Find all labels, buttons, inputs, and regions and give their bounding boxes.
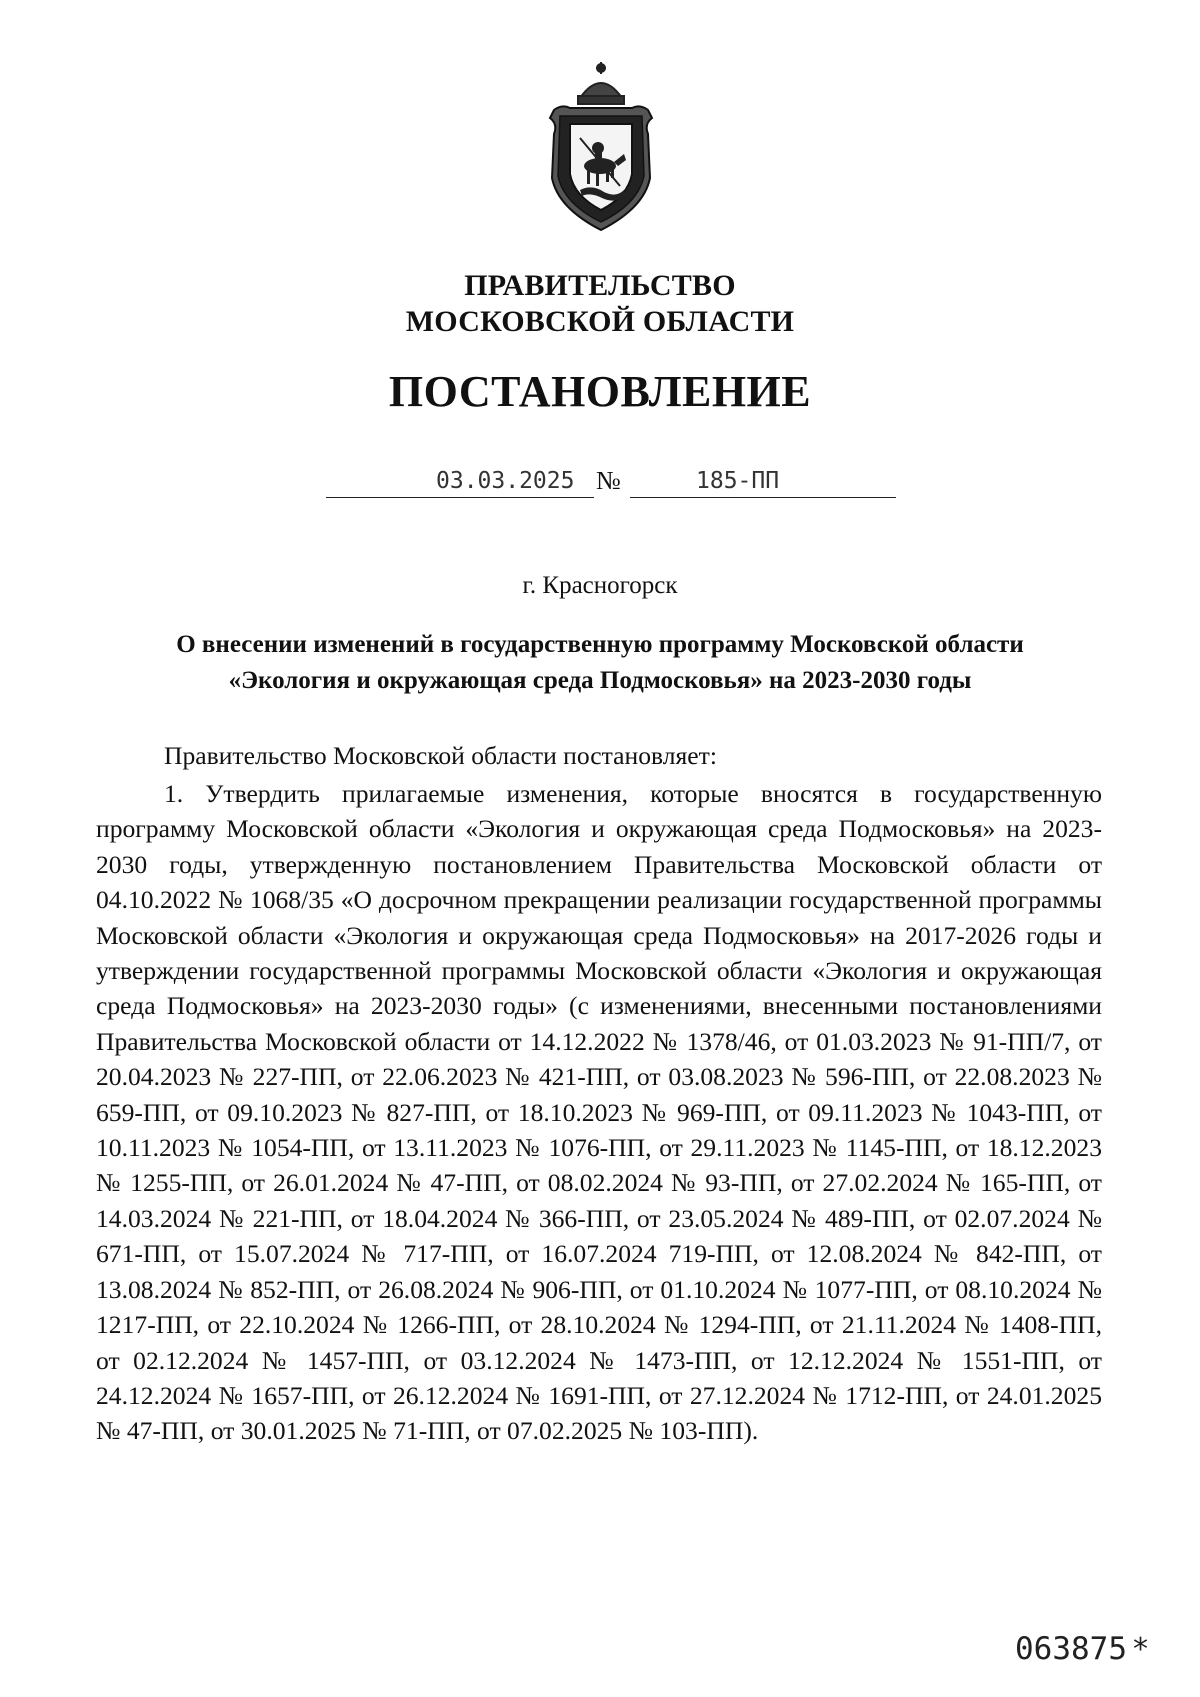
serial-number: 063875 (1015, 1631, 1127, 1667)
place-of-issue: г. Красногорск (522, 572, 678, 599)
document-number: 185-ПП (696, 468, 780, 494)
coat-of-arms-icon (540, 58, 662, 234)
document-date: 03.03.2025 (436, 468, 575, 494)
registration-line (326, 466, 896, 506)
issuing-authority-line-2: МОСКОВСКОЙ ОБЛАСТИ (405, 305, 795, 338)
number-underline (630, 497, 896, 498)
date-underline (326, 497, 594, 498)
form-serial-number (1015, 1631, 1148, 1667)
document-subject (90, 627, 1110, 699)
number-sign: № (596, 466, 621, 495)
resolution-intro: Правительство Московской области постановляет: (164, 741, 717, 770)
serial-mark: * (1133, 1632, 1148, 1667)
document-type: ПОСТАНОВЛЕНИЕ (388, 367, 812, 416)
issuing-authority-line-1: ПРАВИТЕЛЬСТВО (464, 269, 736, 302)
subject-line-1: О внесении изменений в государственную программу Московской области (176, 631, 1024, 658)
subject-line-2: «Экология и окружающая среда Подмосковья» на 2023-2030 годы (228, 667, 972, 694)
resolution-item-1: 1. Утвердить прилагаемые изменения, которые вносятся в государственную программу Московской области «Экология и окружающая среда Подмосковья» на 2023-2030 годы, утвержденную постановлением Правительства Московской области от 04.10.2022 № 1068/35 «О досрочном прекращении реализации государственной программы Московской области «Экология и окружающая среда Подмосковья» на 2017-2026 годы и утверждении государственной программы Московской области «Экология и окружающая среда Подмосковья» на 2023-2030 годы» (с изменениями, внесенными постановлениями Правительства Московской области от 14.12.2022 № 1378/46, от 01.03.2023 № 91-ПП/7, от 20.04.2023 № 227-ПП, от 22.06.2023 № 421-ПП, от 03.08.2023 № 596-ПП, от 22.08.2023 № 659-ПП, от 09.10.2023 № 827-ПП, от 18.10.2023 № 969-ПП, от 09.11.2023 № 1043-ПП, от 10.11.2023 № 1054-ПП, от 13.11.2023 № 1076-ПП, от 29.11.2023 № 1145-ПП, от 18.12.2023 № 1255-ПП, от 26.01.2024 № 47-ПП, от 08.02.2024 № 93-ПП, от 27.02.2024 № 165-ПП, от 14.03.2024 № 221-ПП, от 18.04.2024 № 366-ПП, от 23.05.2024 № 489-ПП, от 02.07.2024 № 671-ПП, от 15.07.2024 № 717-ПП, от 16.07.2024 719-ПП, от 12.08.2024 № 842-ПП, от 13.08.2024 № 852-ПП, от 26.08.2024 № 906-ПП, от 01.10.2024 № 1077-ПП, от 08.10.2024 № 1217-ПП, от 22.10.2024 № 1266-ПП, от 28.10.2024 № 1294-ПП, от 21.11.2024 № 1408-ПП, от 02.12.2024 № 1457-ПП, от 03.12.2024 № 1473-ПП, от 12.12.2024 № 1551-ПП, от 24.12.2024 № 1657-ПП, от 26.12.2024 № 1691-ПП, от 27.12.2024 № 1712-ПП, от 24.01.2025 № 47-ПП, от 30.01.2025 № 71-ПП, от 07.02.2025 № 103-ПП). (96, 779, 1102, 1446)
